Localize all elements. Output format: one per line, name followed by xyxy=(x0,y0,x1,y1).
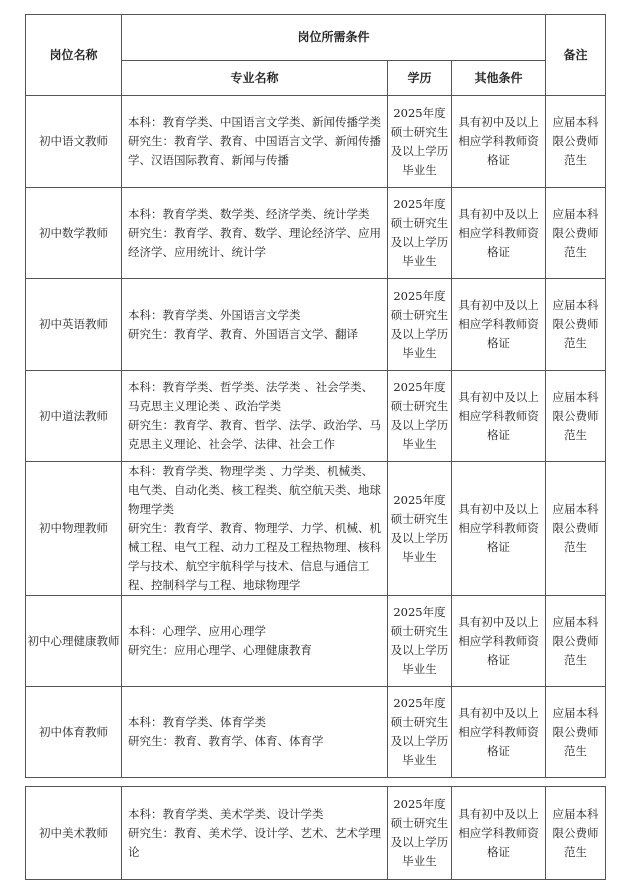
other-req: 具有初中及以上相应学科教师资格证 xyxy=(452,279,546,371)
grad-majors: 研究生：教育、教育学、体育、体育学 xyxy=(128,734,324,748)
undergrad-majors: 本科：教育学类、中国语言文学类、新闻传播学类 xyxy=(128,115,381,129)
undergrad-majors: 本科：心理学、应用心理学 xyxy=(128,624,266,638)
major-cell xyxy=(122,96,388,188)
table-row xyxy=(26,687,606,778)
other-req: 具有初中及以上相应学科教师资格证 xyxy=(452,596,546,687)
undergrad-majors: 本科：教育学类、体育学类 xyxy=(128,715,266,729)
post-name: 初中体育教师 xyxy=(26,687,122,778)
grad-majors: 研究生：教育学、教育、中国语言文学、新闻传播学、汉语国际教育、新闻与传播 xyxy=(128,134,381,167)
table-row xyxy=(26,188,606,279)
grad-majors: 研究生：教育学、教育、数学、理论经济学、应用经济学、应用统计、统计学 xyxy=(128,225,381,259)
note: 应届本科限公费师范生 xyxy=(546,279,606,371)
undergrad-majors: 本科：教育学类、物理学类 、力学类、机械类、电气类、自动化类、核工程类、航空航天类、地球物理学类 xyxy=(128,464,381,516)
major-cell xyxy=(122,279,388,371)
post-name: 初中道法教师 xyxy=(26,371,122,462)
note: 应届本科限公费师范生 xyxy=(546,596,606,687)
post-name: 初中心理健康教师 xyxy=(26,596,122,687)
major-cell xyxy=(122,787,388,880)
other-req: 具有初中及以上相应学科教师资格证 xyxy=(452,371,546,462)
post-name: 初中语文教师 xyxy=(26,96,122,188)
requirements-table-continued xyxy=(25,786,606,880)
education-req: 2025年度硕士研究生及以上学历毕业生 xyxy=(388,596,452,687)
note: 应届本科限公费师范生 xyxy=(546,787,606,880)
post-name: 初中美术教师 xyxy=(26,787,122,880)
header-education: 学历 xyxy=(388,61,452,96)
other-req: 具有初中及以上相应学科教师资格证 xyxy=(452,787,546,880)
grad-majors: 研究生：应用心理学、心理健康教育 xyxy=(128,643,312,657)
header-major: 专业名称 xyxy=(122,61,388,96)
requirements-table xyxy=(25,14,606,778)
table-row xyxy=(26,96,606,188)
major-cell xyxy=(122,596,388,687)
education-req: 2025年度硕士研究生及以上学历毕业生 xyxy=(388,371,452,462)
other-req: 具有初中及以上相应学科教师资格证 xyxy=(452,188,546,279)
other-req: 具有初中及以上相应学科教师资格证 xyxy=(452,462,546,596)
major-cell xyxy=(122,188,388,279)
education-req: 2025年度硕士研究生及以上学历毕业生 xyxy=(388,787,452,880)
note: 应届本科限公费师范生 xyxy=(546,96,606,188)
education-req: 2025年度硕士研究生及以上学历毕业生 xyxy=(388,96,452,188)
education-req: 2025年度硕士研究生及以上学历毕业生 xyxy=(388,279,452,371)
undergrad-majors: 本科：教育学类、美术学类、设计学类 xyxy=(128,806,324,821)
other-req: 具有初中及以上相应学科教师资格证 xyxy=(452,687,546,778)
grad-majors: 研究生：教育、美术学、设计学、艺术、艺术学理论 xyxy=(128,825,381,859)
undergrad-majors: 本科：教育学类、数学类、经济学类、统计学类 xyxy=(128,206,370,221)
undergrad-majors: 本科：教育学类、哲学类、法学类 、社会学类、马克思主义理论类 、政治学类 xyxy=(128,380,374,413)
table-row xyxy=(26,787,606,880)
note: 应届本科限公费师范生 xyxy=(546,462,606,596)
header-note: 备注 xyxy=(546,15,606,96)
table-row xyxy=(26,462,606,596)
other-req: 具有初中及以上相应学科教师资格证 xyxy=(452,96,546,188)
header-requirements: 岗位所需条件 xyxy=(122,15,546,61)
header-post-name: 岗位名称 xyxy=(26,15,122,96)
note: 应届本科限公费师范生 xyxy=(546,371,606,462)
major-cell xyxy=(122,687,388,778)
header-other: 其他条件 xyxy=(452,61,546,96)
grad-majors: 研究生：教育学、教育、物理学、力学、机械、机械工程、电气工程、动力工程及工程热物理、核科学与技术、航空宇航科学与技术、信息与通信工程、控制科学与工程、地球物理学 xyxy=(128,521,381,592)
note: 应届本科限公费师范生 xyxy=(546,188,606,279)
post-name: 初中英语教师 xyxy=(26,279,122,371)
post-name: 初中物理教师 xyxy=(26,462,122,596)
major-cell xyxy=(122,462,388,596)
major-cell xyxy=(122,371,388,462)
education-req: 2025年度硕士研究生及以上学历毕业生 xyxy=(388,687,452,778)
table-row xyxy=(26,596,606,687)
grad-majors: 研究生：教育学、教育、哲学、法学、政治学、马克思主义理论、社会学、法律、社会工作 xyxy=(128,418,381,451)
table-row xyxy=(26,279,606,371)
education-req: 2025年度硕士研究生及以上学历毕业生 xyxy=(388,188,452,279)
table-row xyxy=(26,371,606,462)
undergrad-majors: 本科：教育学类、外国语言文学类 xyxy=(128,307,301,322)
post-name: 初中数学教师 xyxy=(26,188,122,279)
note: 应届本科限公费师范生 xyxy=(546,687,606,778)
grad-majors: 研究生：教育学、教育、外国语言文学、翻译 xyxy=(128,326,358,341)
education-req: 2025年度硕士研究生及以上学历毕业生 xyxy=(388,462,452,596)
